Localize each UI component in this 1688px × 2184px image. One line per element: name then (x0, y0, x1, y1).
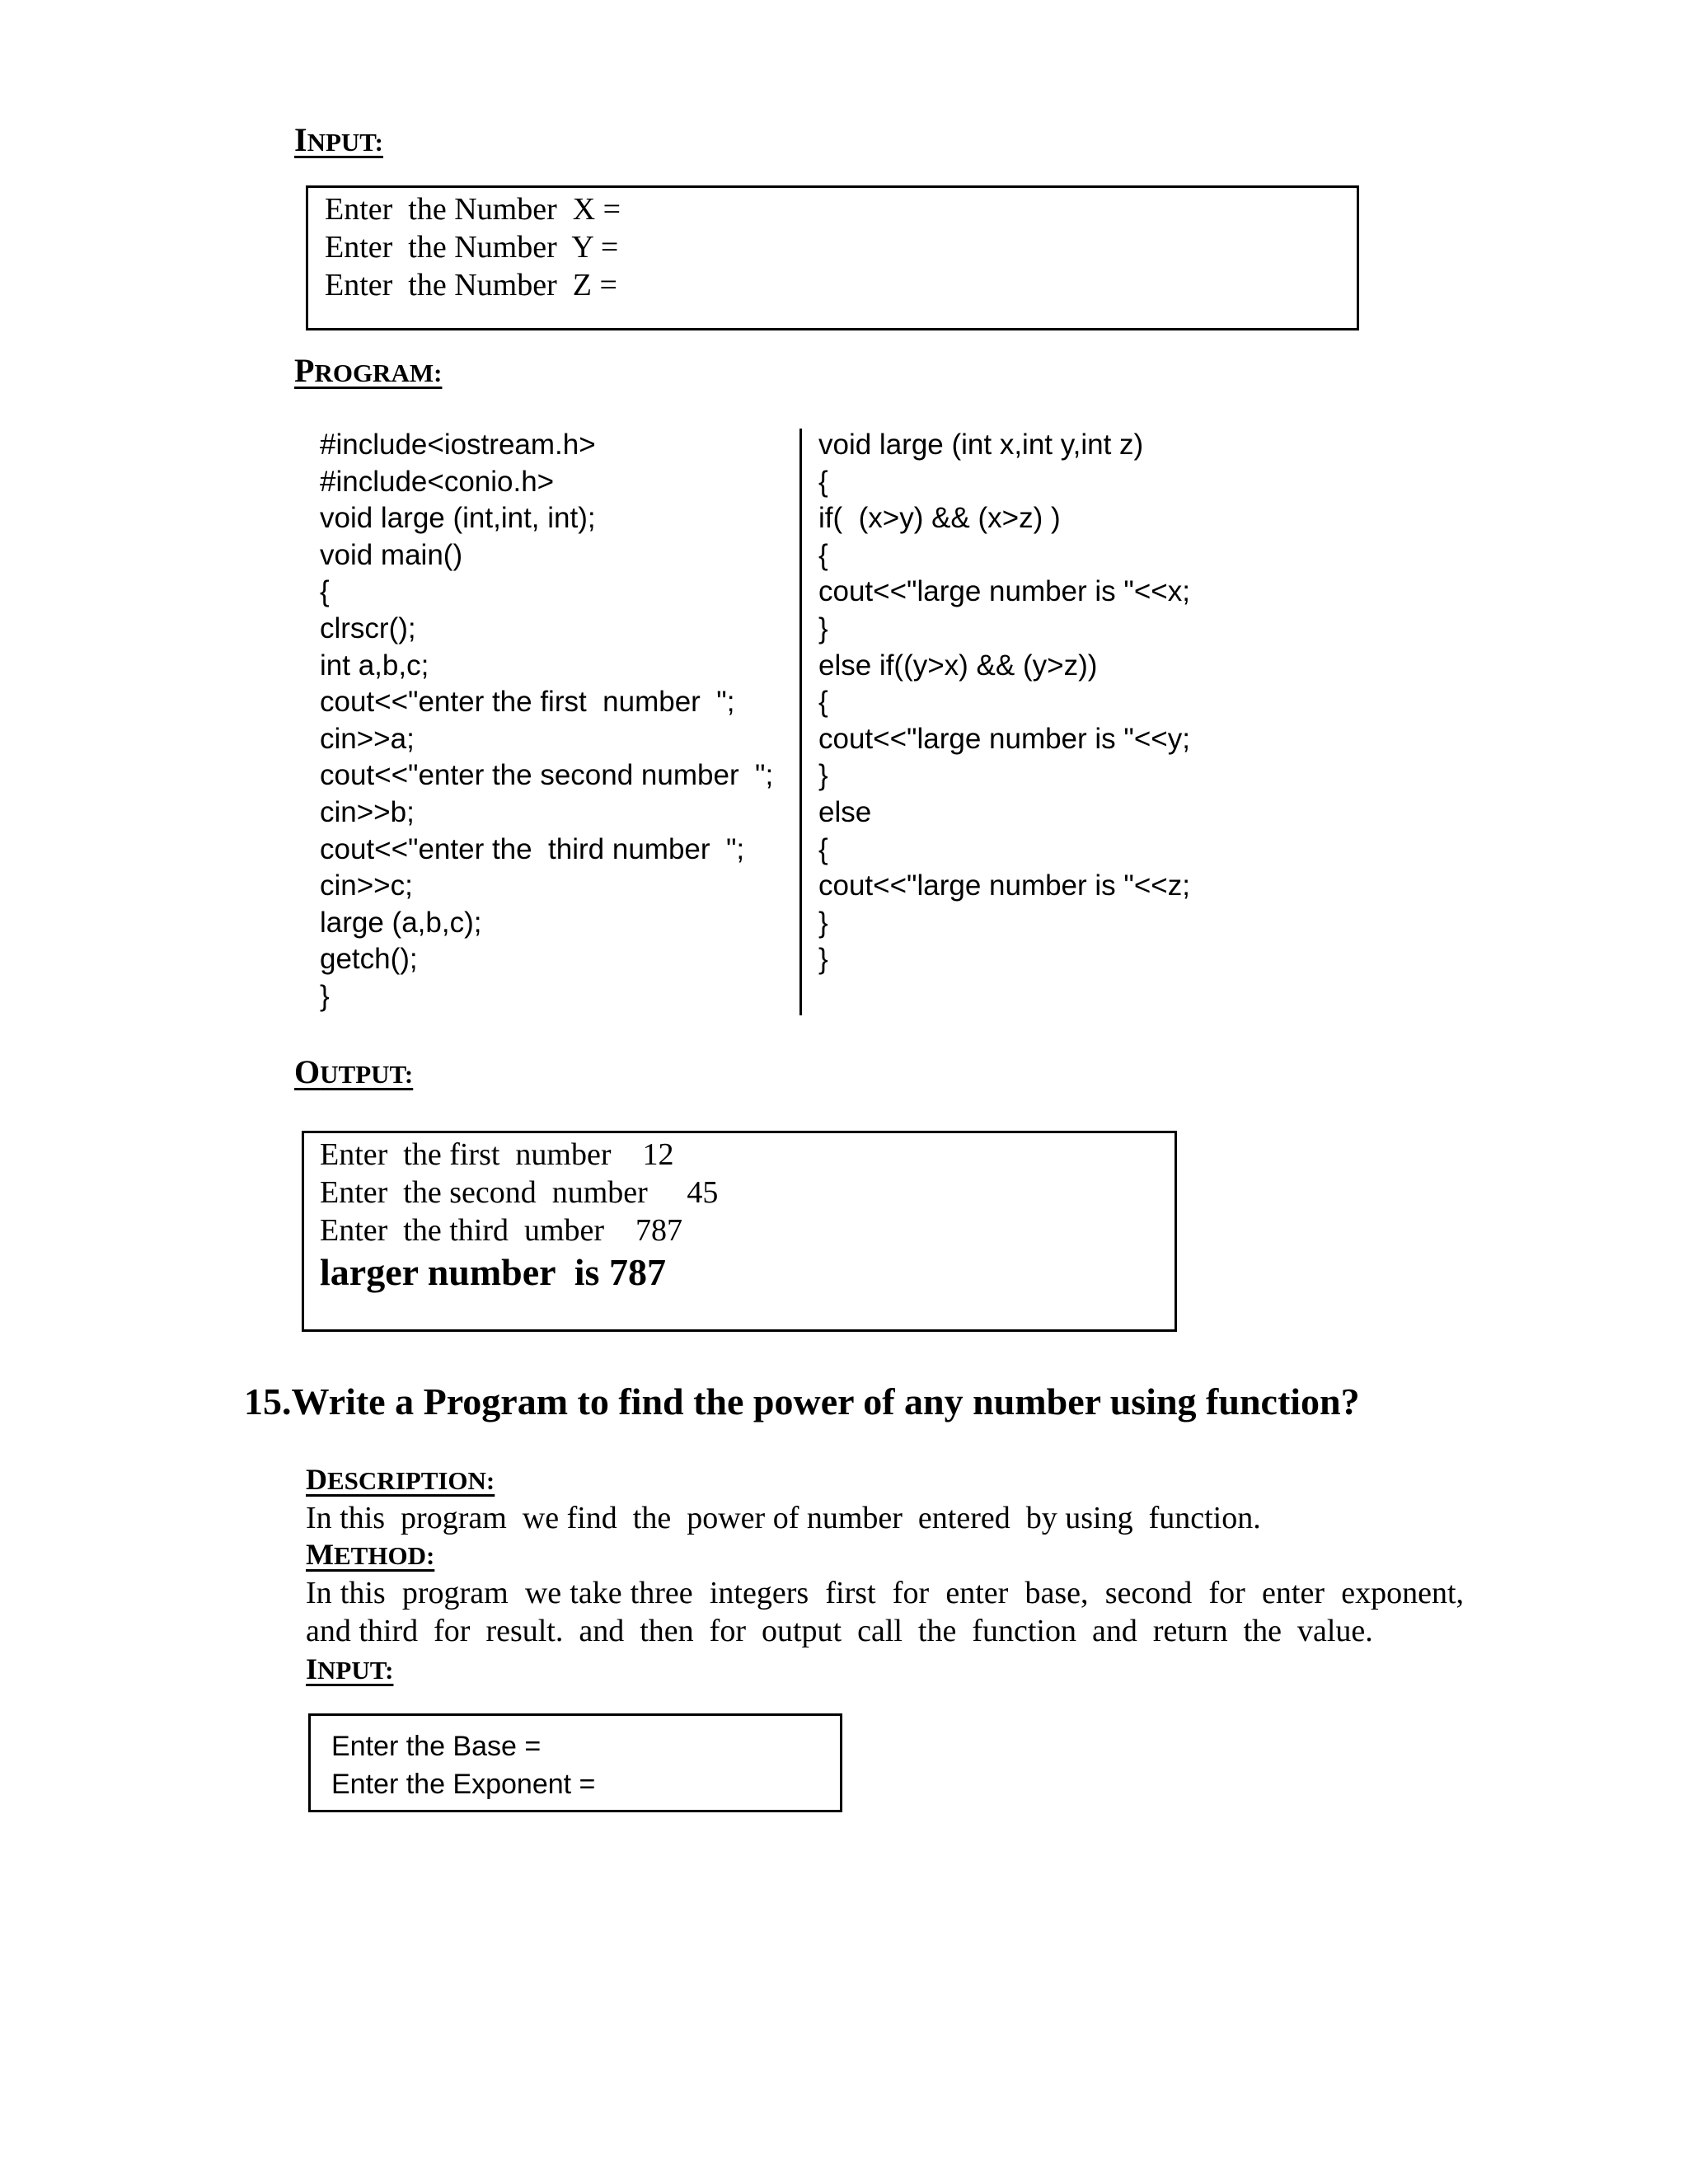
code-line: int a,b,c; (320, 649, 429, 682)
code-line: } (818, 759, 828, 792)
output-box (302, 1131, 1177, 1332)
input-line: Enter the Number Y = (325, 230, 619, 265)
code-line: cout<<"large number is "<<z; (818, 869, 1190, 902)
code-line: { (818, 686, 828, 719)
code-line: else (818, 795, 872, 828)
code-line: cin>>c; (320, 869, 413, 902)
code-line: cout<<"large number is "<<y; (818, 722, 1190, 755)
code-line: cin>>a; (320, 722, 415, 755)
code-line: #include<conio.h> (320, 465, 555, 498)
code-line: { (818, 465, 828, 498)
method-heading: METHOD: (306, 1538, 435, 1571)
input-line: Enter the Exponent = (331, 1769, 596, 1800)
code-line: { (818, 538, 828, 571)
output-line: Enter the third umber 787 (320, 1213, 683, 1248)
code-line: clrscr(); (320, 612, 416, 644)
code-line: void main() (320, 538, 463, 571)
code-line: if( (x>y) && (x>z) ) (818, 502, 1061, 535)
code-line: } (818, 612, 828, 644)
code-line: getch(); (320, 943, 418, 976)
code-line: } (818, 943, 828, 976)
input-heading-2: INPUT: (306, 1652, 394, 1685)
code-line: #include<iostream.h> (320, 429, 596, 461)
code-line: void large (int,int, int); (320, 502, 596, 535)
program-code-right (818, 427, 1190, 978)
input-line: Enter the Number Z = (325, 268, 617, 302)
code-line: } (818, 906, 828, 939)
code-line: else if((y>x) && (y>z)) (818, 649, 1098, 682)
input-line: Enter the Number X = (325, 192, 621, 227)
question-title: 15.Write a Program to find the power of any number using function? (244, 1380, 1360, 1422)
output-heading: OUTPUT: (294, 1053, 414, 1090)
code-line: { (320, 575, 330, 608)
code-line: large (a,b,c); (320, 906, 482, 939)
input-heading: INPUT: (294, 121, 383, 158)
code-line: cout<<"large number is "<<x; (818, 575, 1190, 608)
input-line: Enter the Base = (331, 1731, 542, 1762)
program-code-left (320, 427, 773, 1015)
output-line: Enter the first number 12 (320, 1137, 674, 1172)
description-text: In this program we find the power of number entered by using function. (306, 1501, 1261, 1535)
code-line: } (320, 979, 330, 1012)
code-line: cin>>b; (320, 795, 415, 828)
code-line: { (818, 832, 828, 865)
method-text: In this program we take three integers first for enter base, second for enter exponent, and third for result. and then for output call the function and return the value. (306, 1576, 1479, 1648)
output-line: Enter the second number 45 (320, 1175, 719, 1210)
description-heading: DESCRIPTION: (306, 1463, 495, 1496)
code-line: void large (int x,int y,int z) (818, 429, 1144, 461)
code-line: cout<<"enter the third number "; (320, 832, 745, 865)
input-box (306, 185, 1359, 330)
output-result: larger number is 787 (320, 1251, 666, 1293)
input-box-2 (308, 1713, 842, 1812)
code-column-divider (799, 429, 802, 1015)
program-heading: PROGRAM: (294, 352, 443, 389)
code-line: cout<<"enter the first number "; (320, 686, 735, 719)
code-line: cout<<"enter the second number "; (320, 759, 774, 792)
